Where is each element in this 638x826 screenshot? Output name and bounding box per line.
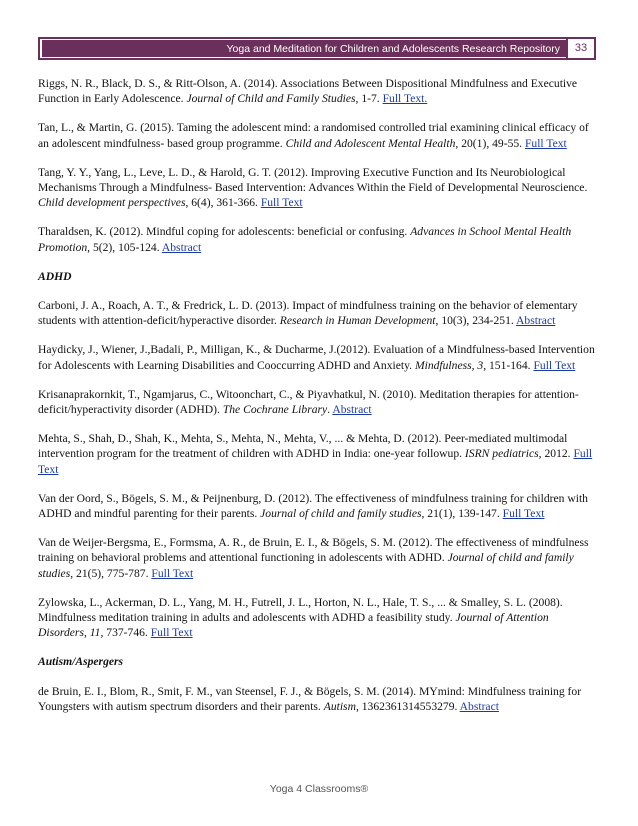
volume-pages: , 2012.	[538, 447, 574, 461]
reference-citation: Carboni, J. A., Roach, A. T., & Fredrick, L. D. (2013). Impact of mindfulness training on the behavior of elementary students with attention-deficit/hyperactive disorder.	[38, 299, 578, 328]
reference-entry	[38, 76, 600, 106]
reference-citation: Haydicky, J., Wiener, J.,Badali, P., Milligan, K., & Ducharme, J.(2012). Evaluation of a Mindfulness-based Intervention for Adolescents with Learning Disabilities and Cooccurring ADHD and Anxiety.	[38, 343, 595, 372]
volume-pages: , 21(1), 139-147.	[421, 507, 503, 521]
references-list	[38, 76, 600, 728]
volume-pages: , 6(4), 361-366.	[185, 196, 261, 210]
journal-title: Journal of Attention Disorders, 11,	[38, 611, 549, 640]
reference-entry	[38, 535, 600, 581]
volume-pages: , 10(3), 234-251.	[435, 314, 517, 328]
journal-title: The Cochrane Library	[222, 403, 328, 417]
reference-entry	[38, 431, 600, 477]
section-heading-adhd: ADHD	[38, 269, 72, 283]
reference-link[interactable]: Full Text	[502, 507, 545, 521]
reference-entry	[38, 491, 600, 521]
volume-pages: .	[327, 403, 333, 417]
reference-group-general	[38, 76, 600, 255]
reference-entry	[38, 298, 600, 328]
reference-entry	[38, 165, 600, 211]
journal-title: Journal of child and family studies	[260, 507, 422, 521]
reference-link[interactable]: Abstract	[332, 403, 372, 417]
reference-group-autism	[38, 684, 600, 714]
reference-citation: Krisanaprakornkit, T., Ngamjarus, C., Witoonchart, C., & Piyavhatkul, N. (2010). Meditation therapies for attention‐ deficit/hyperactivity disorder (ADHD).	[38, 387, 579, 417]
section-heading-autism: Autism/Aspergers	[38, 655, 124, 669]
reference-group-adhd	[38, 298, 600, 640]
volume-pages: , 21(5), 775-787.	[70, 566, 152, 580]
reference-citation: Mehta, S., Shah, D., Shah, K., Mehta, S., Mehta, N., Mehta, V., ... & Mehta, D. (2012). Peer-mediated multimodal intervention program for the treatment of children with ADHD in India: one-year followup.	[38, 432, 568, 461]
volume-pages: 151-164.	[486, 358, 534, 372]
reference-link[interactable]: Abstract	[161, 240, 202, 254]
page-number: 33	[566, 39, 594, 58]
reference-citation: Zylowska, L., Ackerman, D. L., Yang, M. H., Futrell, J. L., Horton, N. L., Hale, T. S., ... & Smalley, S. L. (2008). Mindfulness meditation training in adults and adolescents with ADHD a feasibility study.	[38, 595, 563, 625]
journal-title: Journal of Child and Family Studies	[186, 92, 356, 106]
volume-pages: 737-746.	[103, 626, 151, 640]
reference-entry	[38, 595, 600, 641]
reference-citation: Tang, Y. Y., Yang, L., Leve, L. D., & Harold, G. T. (2012). Improving Executive Function and Its Neurobiological Mechanisms Through a Mindfulness‐ Based Intervention: Advances Within the Field of Developmental Neuroscience.	[38, 165, 588, 195]
reference-citation: Van der Oord, S., Bögels, S. M., & Peijnenburg, D. (2012). The effectiveness of mindfulness training for children with ADHD and mindful parenting for their parents.	[38, 491, 588, 521]
journal-title: Journal of child and family studies	[38, 551, 574, 580]
volume-pages: , 20(1), 49-55.	[455, 136, 525, 150]
reference-link[interactable]: Full Text	[260, 196, 303, 210]
reference-link[interactable]: Abstract	[516, 314, 556, 328]
reference-entry	[38, 120, 600, 150]
journal-title: Child and Adolescent Mental Health	[285, 136, 456, 150]
page-footer: Yoga 4 Classrooms®	[269, 783, 369, 795]
journal-title: Research in Human Development	[279, 314, 436, 328]
volume-pages: , 1-7.	[355, 92, 383, 106]
reference-citation: Tan, L., & Martin, G. (2015). Taming the adolescent mind: a randomised controlled trial examining clinical efficacy of an adolescent mindfulness‐ based group programme.	[38, 121, 589, 150]
journal-title: Mindfulness, 3,	[414, 358, 487, 372]
journal-title: ISRN pediatrics	[464, 447, 539, 461]
journal-title: Advances in School Mental Health Promotion	[38, 225, 572, 254]
reference-link[interactable]: Full Text	[38, 447, 593, 476]
reference-link[interactable]: Full Text	[524, 136, 567, 150]
reference-link[interactable]: Full Text	[150, 626, 193, 640]
journal-title: Autism	[323, 699, 356, 713]
reference-link[interactable]: Full Text	[533, 358, 576, 372]
reference-citation: Van de Weijer-Bergsma, E., Formsma, A. R., de Bruin, E. I., & Bögels, S. M. (2012). The effectiveness of mindfulness training on behavioral problems and attentional functioning in adolescents with ADHD.	[38, 536, 589, 565]
reference-entry	[38, 387, 600, 417]
journal-title: Child development perspectives	[38, 196, 186, 210]
volume-pages: , 1362361314553279.	[355, 699, 460, 713]
reference-link[interactable]: Abstract	[459, 699, 499, 713]
reference-citation: de Bruin, E. I., Blom, R., Smit, F. M., van Steensel, F. J., & Bögels, S. M. (2014). MYmind: Mindfulness training for Youngsters with autism spectrum disorders and their parents.	[38, 684, 582, 713]
reference-link[interactable]: Full Text.	[382, 92, 428, 106]
header-title: Yoga and Meditation for Children and Adolescents Research Repository	[226, 42, 560, 55]
reference-citation: Tharaldsen, K. (2012). Mindful coping for adolescents: beneficial or confusing.	[38, 225, 411, 239]
volume-pages: , 5(2), 105-124.	[87, 240, 162, 254]
header-bar	[42, 40, 566, 57]
reference-citation: Riggs, N. R., Black, D. S., & Ritt-Olson, A. (2014). Associations Between Dispositional Mindfulness and Executive Function in Early Adolescence.	[38, 77, 578, 106]
reference-link[interactable]: Full Text	[151, 566, 194, 580]
reference-entry	[38, 342, 600, 372]
reference-entry	[38, 224, 600, 254]
reference-entry	[38, 684, 600, 714]
running-header	[38, 37, 596, 60]
